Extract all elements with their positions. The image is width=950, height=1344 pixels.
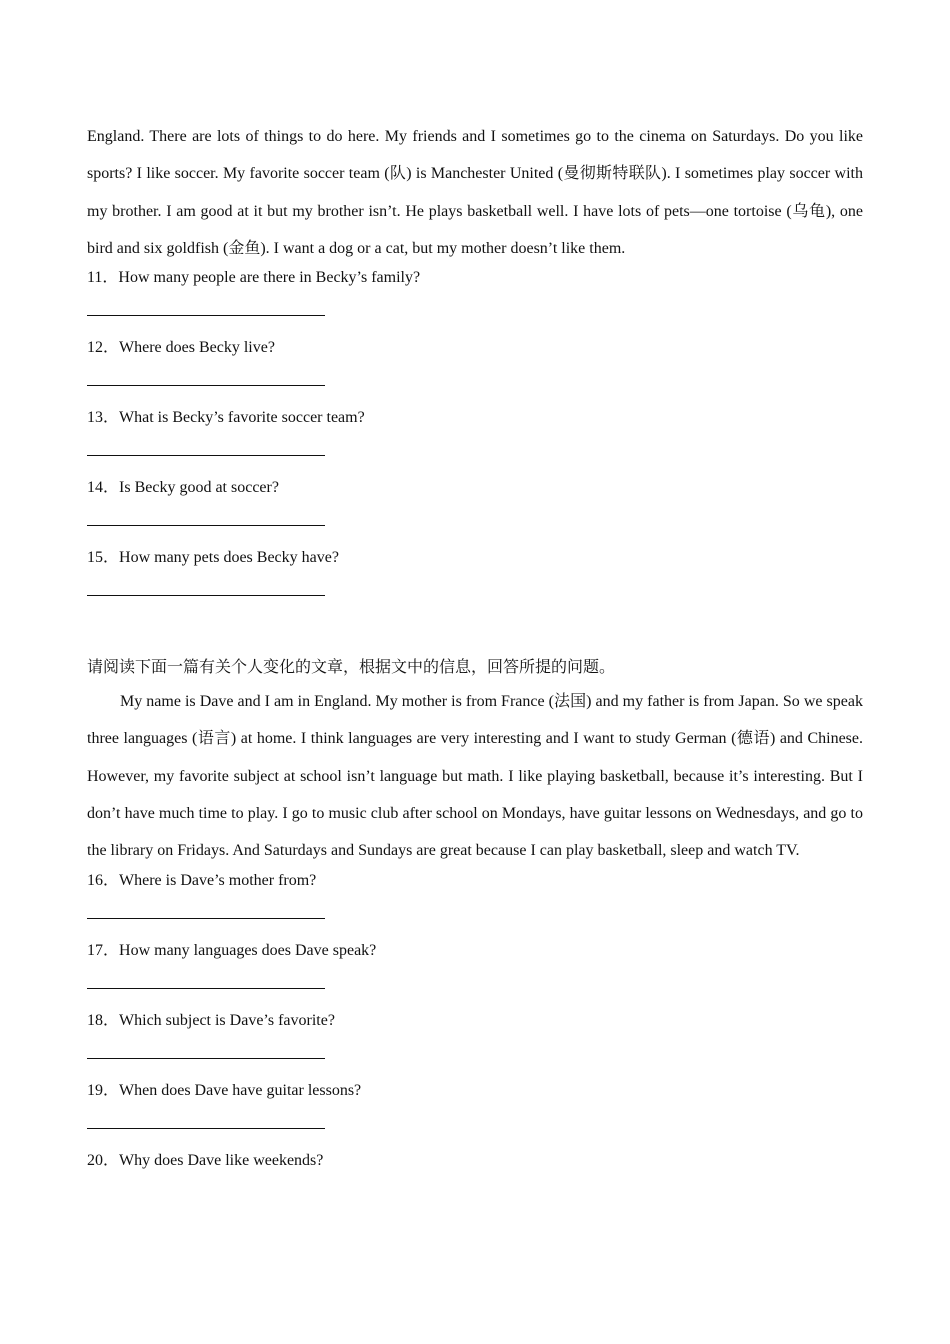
answer-line-14[interactable] <box>87 525 325 526</box>
question-14 <box>87 477 863 499</box>
passage-2-text: My name is Dave and I am in England. My mother is from France (法国) and my father is from Japan. So we speak three languages (语言) at home. I think languages are very interesting and I want to study German (德语) and Chinese. However, my favorite subject at school isn’t language but math. I like playing basketball, because it’s interesting. But I don’t have much time to play. I go to music club after school on Mondays, have guitar lessons on Wednesdays, and go to the library on Fridays. And Saturdays and Sundays are great because I can play basketball, sleep and watch TV. <box>87 693 863 860</box>
question-number: 15． <box>87 549 120 567</box>
question-number: 18． <box>87 1011 120 1029</box>
question-item <box>87 477 863 526</box>
question-text: How many people are there in Becky’s family? <box>118 269 421 287</box>
question-text: Is Becky good at soccer? <box>119 479 279 497</box>
question-item <box>87 547 863 596</box>
question-item <box>87 1150 863 1172</box>
answer-line-11[interactable] <box>87 315 325 316</box>
question-number: 19． <box>87 1081 120 1099</box>
question-number: 17． <box>87 941 120 959</box>
section-2-instruction: 请阅读下面一篇有关个人变化的文章，根据文中的信息，回答所提的问题。 <box>87 659 616 677</box>
answer-line-16[interactable] <box>87 918 325 919</box>
question-item <box>87 337 863 386</box>
answer-line-19[interactable] <box>87 1128 325 1129</box>
question-text: How many languages does Dave speak? <box>119 941 377 959</box>
question-block-2 <box>87 870 863 1172</box>
question-text: Why does Dave like weekends? <box>119 1151 324 1169</box>
question-text: Where does Becky live? <box>119 339 275 357</box>
answer-line-18[interactable] <box>87 1058 325 1059</box>
question-18 <box>87 1010 863 1032</box>
answer-line-13[interactable] <box>87 455 325 456</box>
question-number: 12． <box>87 339 120 357</box>
question-item <box>87 1080 863 1129</box>
question-19 <box>87 1080 863 1102</box>
question-number: 14． <box>87 479 120 497</box>
question-13 <box>87 407 863 429</box>
question-15 <box>87 547 863 569</box>
section-spacer <box>87 617 863 657</box>
question-text: When does Dave have guitar lessons? <box>119 1081 362 1099</box>
worksheet-page <box>87 118 863 1172</box>
passage-1-text: England. There are lots of things to do here. My friends and I sometimes go to the cinema on Saturdays. Do you like sports? I like soccer. My favorite soccer team (队) is Manchester United (曼彻斯特联队). I sometimes play soccer with my brother. I am good at it but my brother isn’t. He plays basketball well. I have lots of pets—one tortoise (乌龟), one bird and six goldfish (金鱼). I want a dog or a cat, but my mother doesn’t like them. <box>87 128 863 257</box>
question-block-1 <box>87 267 863 596</box>
question-11 <box>87 267 863 289</box>
question-item <box>87 1010 863 1059</box>
question-number: 20． <box>87 1151 120 1169</box>
question-number: 16． <box>87 871 120 889</box>
question-17 <box>87 940 863 962</box>
question-16 <box>87 870 863 892</box>
question-20 <box>87 1150 863 1172</box>
question-number: 13． <box>87 409 120 427</box>
answer-line-17[interactable] <box>87 988 325 989</box>
question-item <box>87 407 863 456</box>
question-text: Where is Dave’s mother from? <box>119 871 317 889</box>
question-item <box>87 940 863 989</box>
answer-line-12[interactable] <box>87 385 325 386</box>
question-number: 11． <box>87 269 119 287</box>
question-text: What is Becky’s favorite soccer team? <box>119 409 365 427</box>
question-item <box>87 870 863 919</box>
question-item <box>87 267 863 316</box>
question-12 <box>87 337 863 359</box>
answer-line-15[interactable] <box>87 595 325 596</box>
question-text: Which subject is Dave’s favorite? <box>119 1011 335 1029</box>
question-text: How many pets does Becky have? <box>119 549 339 567</box>
